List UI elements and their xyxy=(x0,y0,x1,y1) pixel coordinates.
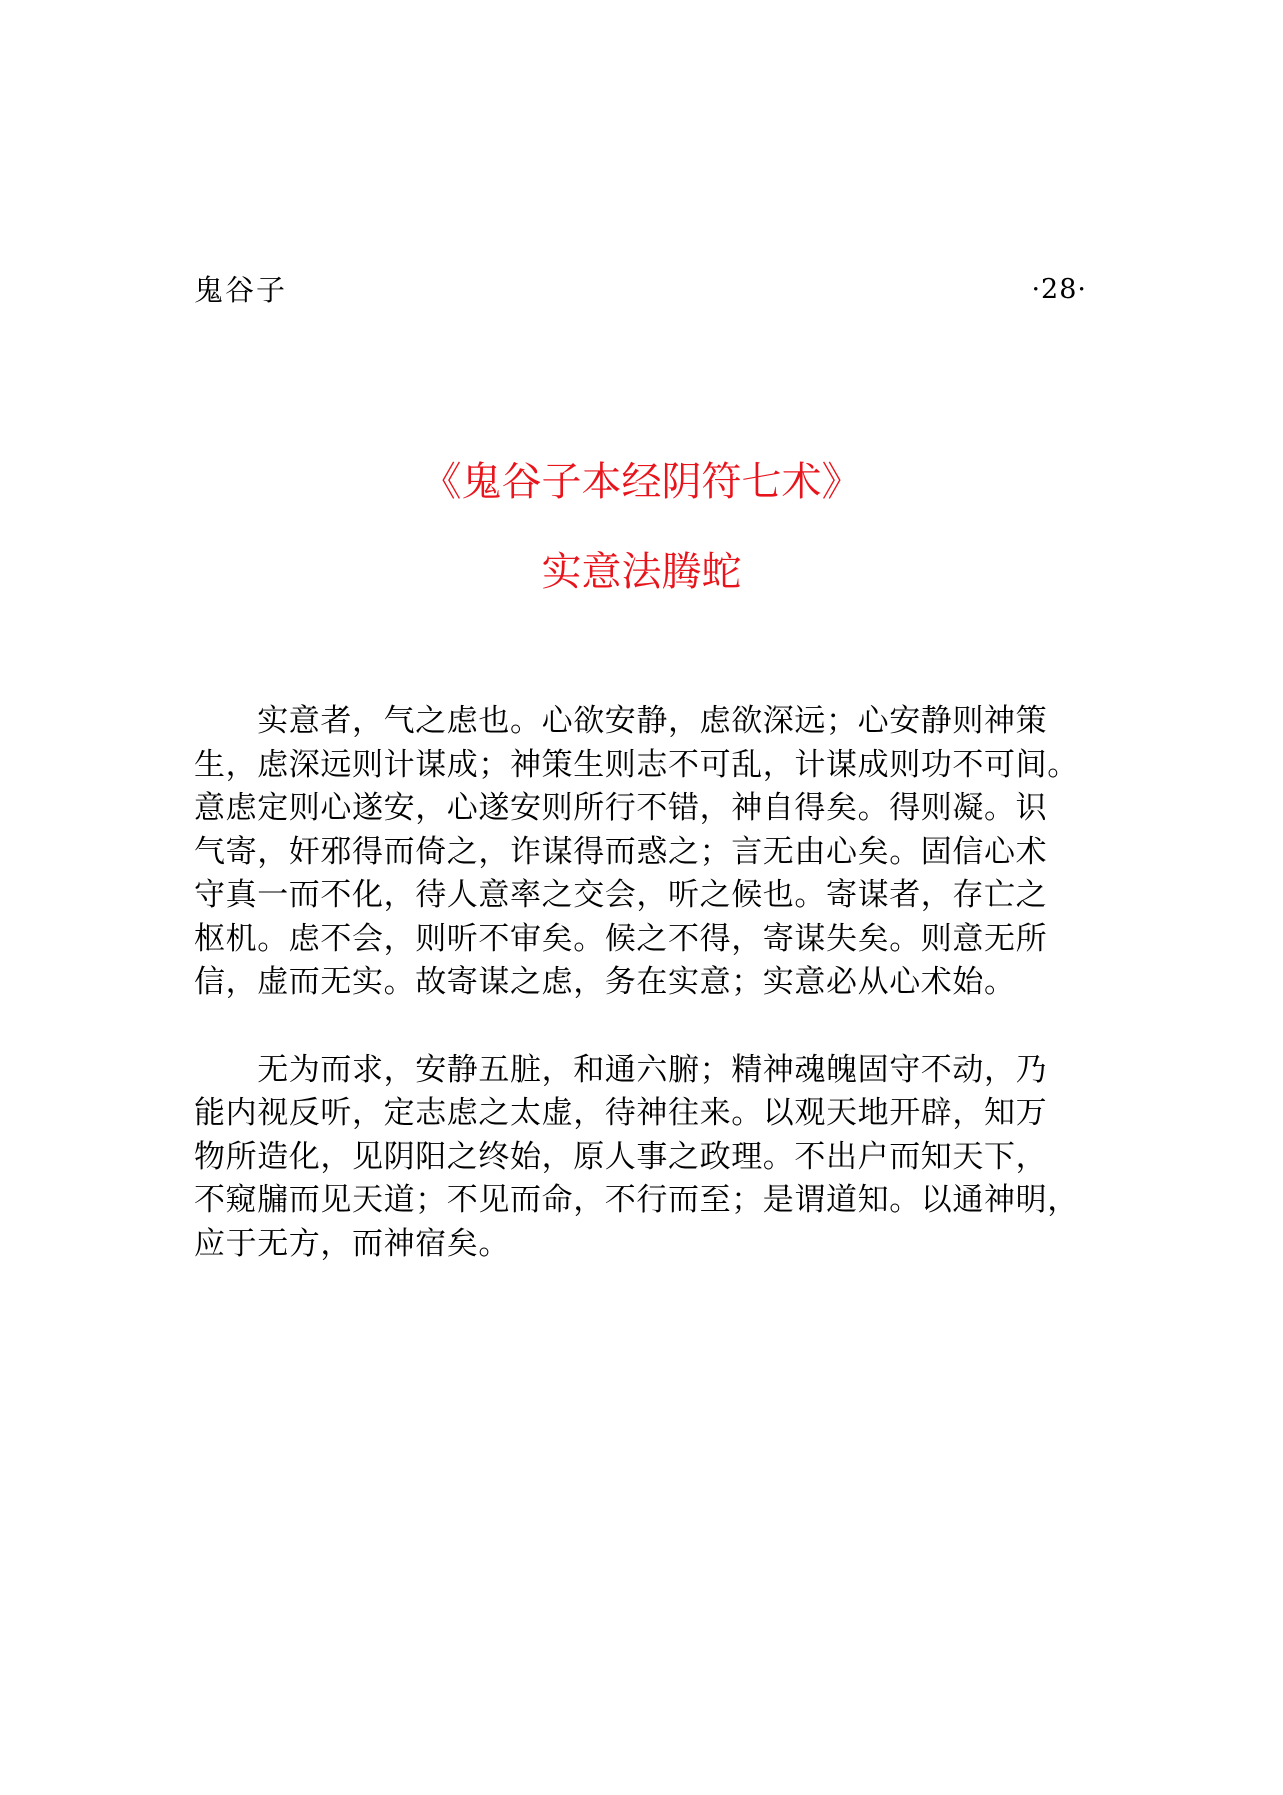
chapter-title: 《鬼谷子本经阴符七术》 xyxy=(421,459,862,505)
text-line: 能内视反听，定志虑之太虚，待神往来。以观天地开辟，知万 xyxy=(194,1095,1048,1131)
text-line: 生，虑深远则计谋成；神策生则志不可乱，计谋成则功不可间。 xyxy=(194,746,1079,783)
paragraph-1 xyxy=(194,700,1124,1005)
text-line: 守真一而不化，待人意率之交会，听之候也。寄谋者，存亡之 xyxy=(194,877,1048,913)
page-header xyxy=(194,270,1087,310)
text-line: 无为而求，安静五脏，和通六腑；精神魂魄固守不动，乃 xyxy=(194,1051,1048,1088)
text-line: 实意者，气之虑也。心欲安静，虑欲深远；心安静则神策 xyxy=(194,703,1048,739)
text-line: 信，虚而无实。故寄谋之虑，务在实意；实意必从心术始。 xyxy=(194,964,1016,1000)
page-number: ·28· xyxy=(1031,274,1087,305)
running-head-book-title: 鬼谷子 xyxy=(194,273,288,307)
text-line: 气寄，奸邪得而倚之，诈谋得而惑之；言无由心矣。固信心术 xyxy=(194,833,1048,870)
text-line: 应于无方，而神宿矣。 xyxy=(194,1225,510,1262)
body-text xyxy=(194,700,1124,1310)
section-title: 实意法腾蛇 xyxy=(541,549,742,595)
text-line: 物所造化，见阴阳之终始，原人事之政理。不出户而知天下， xyxy=(194,1138,1048,1175)
paragraph-2 xyxy=(194,1049,1124,1267)
text-line: 不窥牖而见天道；不见而命，不行而至；是谓道知。以通神明， xyxy=(194,1182,1079,1218)
text-line: 意虑定则心遂安，心遂安则所行不错，神自得矣。得则凝。识 xyxy=(194,790,1048,826)
text-line: 枢机。虑不会，则听不审矣。候之不得，寄谋失矣。则意无所 xyxy=(194,920,1048,957)
